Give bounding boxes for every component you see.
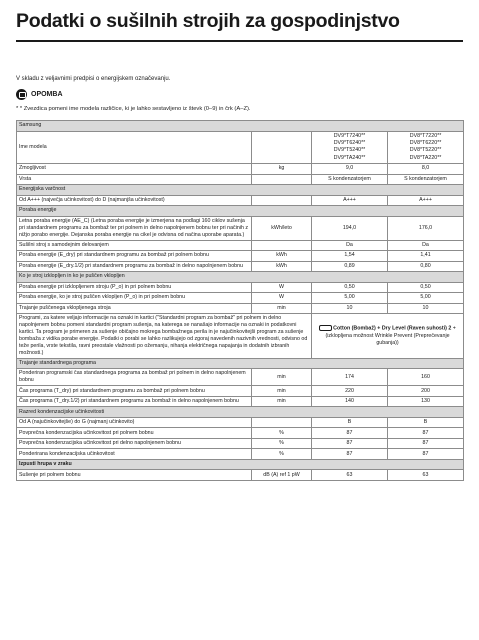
unit-cell xyxy=(252,417,312,428)
row-label: Od A+++ (največja učinkovitost) do D (najmanjša učinkovitost) xyxy=(17,195,252,206)
unit-cell: kWh/leto xyxy=(252,216,312,240)
row-label: Od A (najučinkovitejše) do G (najmanj učinkovito) xyxy=(17,417,252,428)
value-cell: 0,50 xyxy=(388,282,464,293)
row-label: Poraba energije (E_dry.1/2) pri standardnem programu za bombaž in delno napolnjenem bobnu xyxy=(17,261,252,272)
table-row xyxy=(17,251,464,262)
unit-cell: W xyxy=(252,293,312,304)
table-row xyxy=(17,369,464,386)
unit-cell: % xyxy=(252,438,312,449)
table-row xyxy=(17,428,464,439)
value-cell: 194,0 xyxy=(312,216,388,240)
unit-cell: min xyxy=(252,369,312,386)
model-name: DV8*T5220** xyxy=(409,147,442,154)
row-label: Letna poraba energije (AE_C) (Letna poraba energije je izmerjena na podlagi 160 ciklov sušenja pri standardnem programu za bombaž ter pri polnem in delno napolnjenem bobnu ter pri načinih z nižjo porabo energije. Dejanska poraba energije na cikel je odvisna od načina uporabe aparata.) xyxy=(17,216,252,240)
note-label: OPOMBA xyxy=(31,91,63,98)
program-description: Programi, za katere veljajo informacije na oznaki in kartici ("Standardni program za bombaž" pri polnem in delno napolnjenem bobnu pomeni standardni program sušenja, na katerega se nanašajo informacije na oznaki in podatkovni kartici. Ta program je primeren za sušenje običajno mokrega bombažnega perila in je najučinkovitejši program za sušenje bombaža z vidika porabe energije. Podatki o porabi se lahko razlikujejo od zgoraj navedenih nazivnih vrednosti, odvisno od teže perila, vrste tekstila, ravni preostale vlažnosti po ožemanju, nihanja električnega napajanja in dodatnih izbranih možnosti.) xyxy=(17,314,312,359)
unit-cell xyxy=(252,174,312,185)
note-icon xyxy=(16,89,27,100)
unit-cell: min xyxy=(252,396,312,407)
table-row xyxy=(17,282,464,293)
value-cell: 5,00 xyxy=(312,293,388,304)
value-cell: A+++ xyxy=(312,195,388,206)
section-row xyxy=(17,407,464,418)
row-label: Poraba energije, ko je stroj puščen vklopljen (P_o) in pri polnem bobnu xyxy=(17,293,252,304)
value-cell: 176,0 xyxy=(388,216,464,240)
value-cell: 10 xyxy=(312,303,388,314)
unit-cell: kWh xyxy=(252,261,312,272)
table-row xyxy=(17,174,464,185)
section-heading: Izpusti hrupa v zraku xyxy=(17,459,464,470)
row-label: Poraba energije (E_dry) pri standardnem programu za bombaž pri polnem bobnu xyxy=(17,251,252,262)
specs-table xyxy=(16,120,464,481)
table-row xyxy=(17,261,464,272)
value-cell: 220 xyxy=(312,386,388,397)
unit-cell: % xyxy=(252,428,312,439)
unit-cell: % xyxy=(252,449,312,460)
row-label: Sušenje pri polnem bobnu xyxy=(17,470,252,481)
unit-cell: kWh xyxy=(252,251,312,262)
model-name: DV9*T7240** xyxy=(333,132,366,139)
table-row xyxy=(17,470,464,481)
model-name: DV8*T6220** xyxy=(409,139,442,146)
unit-cell xyxy=(252,240,312,251)
note-heading xyxy=(16,89,63,100)
program-value-bold: Cotton (Bombaž) + Dry Level (Raven suhosti) 2 xyxy=(333,325,452,332)
page-title: Podatki o sušilnih strojih za gospodinjstvo xyxy=(16,10,400,32)
section-row xyxy=(17,185,464,196)
value-cell: S kondenzatorjem xyxy=(312,174,388,185)
unit-cell: dB (A) ref 1 pW xyxy=(252,470,312,481)
value-cell: 9,0 xyxy=(312,164,388,175)
value-cell: 174 xyxy=(312,369,388,386)
value-cell: A+++ xyxy=(388,195,464,206)
unit-cell: min xyxy=(252,386,312,397)
value-cell: 87 xyxy=(388,449,464,460)
section-heading: Energijska varčnost xyxy=(17,185,464,196)
row-label: Trajanje puščenega vklopljenega stroja xyxy=(17,303,252,314)
model-name: DV9*T6240** xyxy=(333,139,366,146)
value-cell: 63 xyxy=(312,470,388,481)
unit-cell: min xyxy=(252,303,312,314)
intro-text: V skladu z veljavnimi predpisi o energijskem označevanju. xyxy=(16,76,171,82)
value-cell: 10 xyxy=(388,303,464,314)
table-row xyxy=(17,396,464,407)
row-label: Čas programa (T_dry) pri standardnem programu za bombaž pri polnem bobnu xyxy=(17,386,252,397)
cotton-program-icon xyxy=(319,325,332,331)
row-label: Vrsta xyxy=(17,174,252,185)
model-name: DV8*TA220** xyxy=(409,154,442,161)
value-cell: 1,41 xyxy=(388,251,464,262)
value-cell: 87 xyxy=(388,438,464,449)
table-row xyxy=(17,314,464,359)
table-row xyxy=(17,438,464,449)
table-row xyxy=(17,195,464,206)
value-cell: B xyxy=(312,417,388,428)
note-text: * * Zvezdica pomeni ime modela različice, ki je lahko sestavljeno iz števk (0–9) in črk (A–Z). xyxy=(16,106,251,112)
row-label: Povprečna kondenzacijska učinkovitost pri delno napolnjenem bobnu xyxy=(17,438,252,449)
row-label: Ime modela xyxy=(17,131,252,164)
table-row xyxy=(17,121,464,132)
table-row xyxy=(17,449,464,460)
value-cell: 0,50 xyxy=(312,282,388,293)
model-name: DV9*TA240** xyxy=(333,154,366,161)
value-cell: 87 xyxy=(388,428,464,439)
table-row xyxy=(17,240,464,251)
value-cell: 140 xyxy=(312,396,388,407)
row-label: Zmogljivost xyxy=(17,164,252,175)
title-divider xyxy=(16,40,463,42)
value-cell: 63 xyxy=(388,470,464,481)
model-list-1 xyxy=(312,131,388,164)
unit-cell xyxy=(252,131,312,164)
section-row xyxy=(17,272,464,283)
row-label: Sušilni stroj s samodejnim delovanjem xyxy=(17,240,252,251)
section-heading: Ko je stroj izklopljen in ko je puščen vklopljen xyxy=(17,272,464,283)
table-row xyxy=(17,303,464,314)
row-label: Ponderiran programski čas standardnega programa za bombaž pri polnem in delno napolnjenem bobnu xyxy=(17,369,252,386)
program-value xyxy=(312,314,464,359)
value-cell: B xyxy=(388,417,464,428)
program-value-rest: + (izklopljena možnost Wrinkle Prevent (Preprečevanje gubanja)) xyxy=(325,325,456,346)
value-cell: 0,89 xyxy=(312,261,388,272)
table-row xyxy=(17,131,464,164)
table-row xyxy=(17,164,464,175)
value-cell: 160 xyxy=(388,369,464,386)
brand-cell: Samsung xyxy=(17,121,464,132)
value-cell: 1,54 xyxy=(312,251,388,262)
value-cell: 0,80 xyxy=(388,261,464,272)
section-row xyxy=(17,358,464,369)
table-row xyxy=(17,216,464,240)
section-heading: Trajanje standardnega programa xyxy=(17,358,464,369)
section-row xyxy=(17,206,464,217)
value-cell: 87 xyxy=(312,428,388,439)
value-cell: 8,0 xyxy=(388,164,464,175)
value-cell: 5,00 xyxy=(388,293,464,304)
section-heading: Poraba energije xyxy=(17,206,464,217)
section-heading: Razred kondenzacijske učinkovitosti xyxy=(17,407,464,418)
unit-cell: kg xyxy=(252,164,312,175)
model-list-2 xyxy=(388,131,464,164)
row-label: Povprečna kondenzacijska učinkovitost pri polnem bobnu xyxy=(17,428,252,439)
value-cell: S kondenzatorjem xyxy=(388,174,464,185)
section-row xyxy=(17,459,464,470)
value-cell: 87 xyxy=(312,449,388,460)
unit-cell xyxy=(252,195,312,206)
value-cell: 200 xyxy=(388,386,464,397)
value-cell: Da xyxy=(388,240,464,251)
table-row xyxy=(17,386,464,397)
table-row xyxy=(17,293,464,304)
model-name: DV9*T5240** xyxy=(333,147,366,154)
value-cell: Da xyxy=(312,240,388,251)
model-name: DV8*T7220** xyxy=(409,132,442,139)
table-row xyxy=(17,417,464,428)
row-label: Čas programa (T_dry.1/2) pri standardnem programu za bombaž in delno napolnjenem bobnu xyxy=(17,396,252,407)
value-cell: 87 xyxy=(312,438,388,449)
row-label: Ponderirana kondenzacijska učinkovitost xyxy=(17,449,252,460)
value-cell: 130 xyxy=(388,396,464,407)
row-label: Poraba energije pri izklopljenem stroju (P_o) in pri polnem bobnu xyxy=(17,282,252,293)
unit-cell: W xyxy=(252,282,312,293)
